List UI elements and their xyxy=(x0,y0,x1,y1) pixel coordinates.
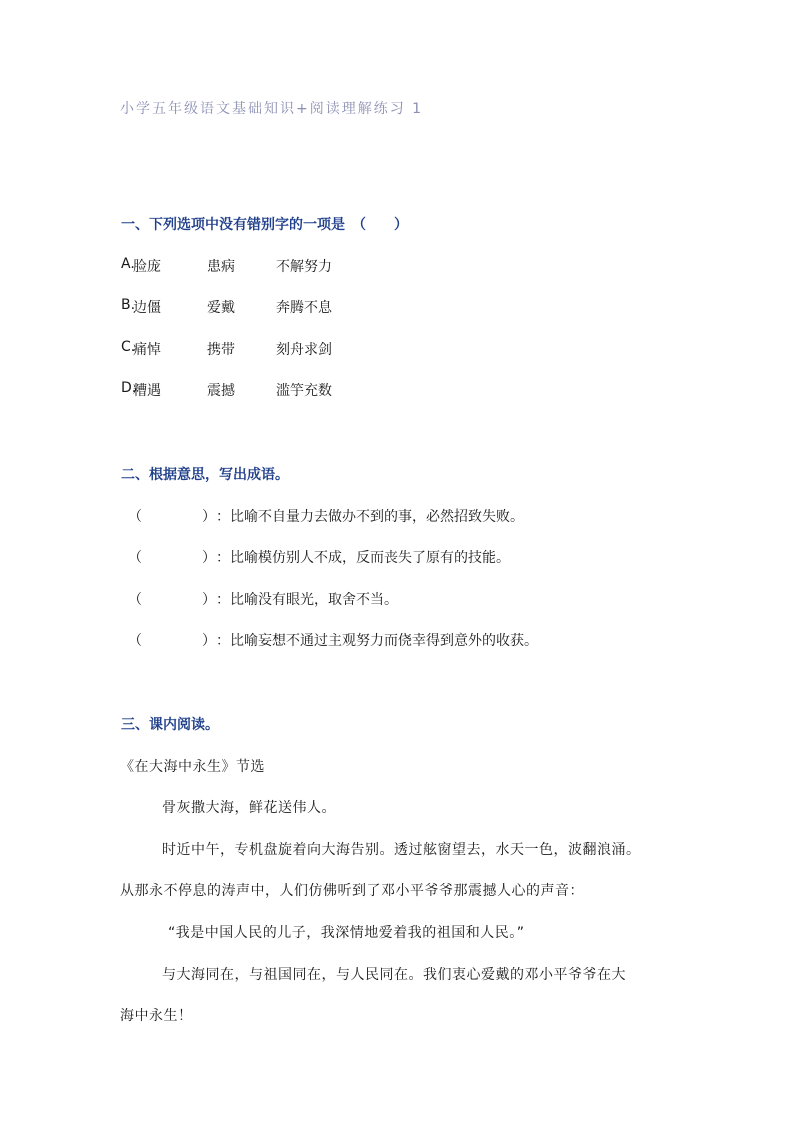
paren-open: （ xyxy=(128,592,142,608)
document-title: 小学五年级语文基础知识+阅读理解练习 1 xyxy=(120,101,424,117)
paren-close: ） xyxy=(202,592,216,608)
passage-quote: “我是中国人民的儿子，我深情地爱着我的祖国和人民。” xyxy=(168,925,525,941)
passage-paragraph: 与大海同在，与祖国同在，与人民同在。我们衷心爱戴的邓小平爷爷在大 xyxy=(162,967,626,983)
passage-paragraph: 骨灰撒大海，鲜花送伟人。 xyxy=(162,800,336,816)
option-word: 边僵 xyxy=(133,300,161,316)
paren-open: （ xyxy=(128,633,142,649)
option-label: C. xyxy=(121,339,136,355)
option-word: 震撼 xyxy=(207,383,235,399)
option-word: 滥竽充数 xyxy=(276,383,332,399)
option-word: 痛悼 xyxy=(133,342,161,358)
idiom-meaning: ：比喻模仿别人不成，反而丧失了原有的技能。 xyxy=(216,550,510,566)
idiom-meaning: ：比喻妄想不通过主观努力而侥幸得到意外的收获。 xyxy=(216,633,538,649)
idiom-meaning: ：比喻没有眼光，取舍不当。 xyxy=(216,592,398,608)
paren-close: ） xyxy=(202,550,216,566)
option-word: 携带 xyxy=(207,342,235,358)
passage-paragraph: 时近中午，专机盘旋着向大海告别。透过舷窗望去，水天一色，波翻浪涌。 xyxy=(162,842,641,858)
paren-open: （ xyxy=(128,550,142,566)
option-word: 不解努力 xyxy=(276,259,332,275)
paren-close: ） xyxy=(202,509,216,525)
passage-source: 《在大海中永生》节选 xyxy=(120,759,265,775)
option-label: D. xyxy=(121,380,137,396)
section-3-heading: 三、课内阅读。 xyxy=(121,717,219,733)
passage-paragraph: 海中永生！ xyxy=(120,1008,193,1024)
passage-paragraph: 从那永不停息的涛声中，人们仿佛听到了邓小平爷爷那震撼人心的声音： xyxy=(120,883,584,899)
idiom-meaning: ：比喻不自量力去做办不到的事，必然招致失败。 xyxy=(216,509,524,525)
option-word: 脸庞 xyxy=(133,259,161,275)
section-2-heading: 二、根据意思，写出成语。 xyxy=(121,467,289,483)
option-label: A. xyxy=(121,256,135,272)
option-word: 刻舟求剑 xyxy=(276,342,332,358)
option-word: 患病 xyxy=(207,259,235,275)
option-word: 糟遇 xyxy=(133,383,161,399)
paren-close: ） xyxy=(202,633,216,649)
section-1-heading: 一、下列选项中没有错别字的一项是 （ ） xyxy=(121,217,408,233)
option-label: B. xyxy=(121,297,136,313)
option-word: 奔腾不息 xyxy=(276,300,332,316)
option-word: 爱戴 xyxy=(207,300,235,316)
paren-open: （ xyxy=(128,509,142,525)
